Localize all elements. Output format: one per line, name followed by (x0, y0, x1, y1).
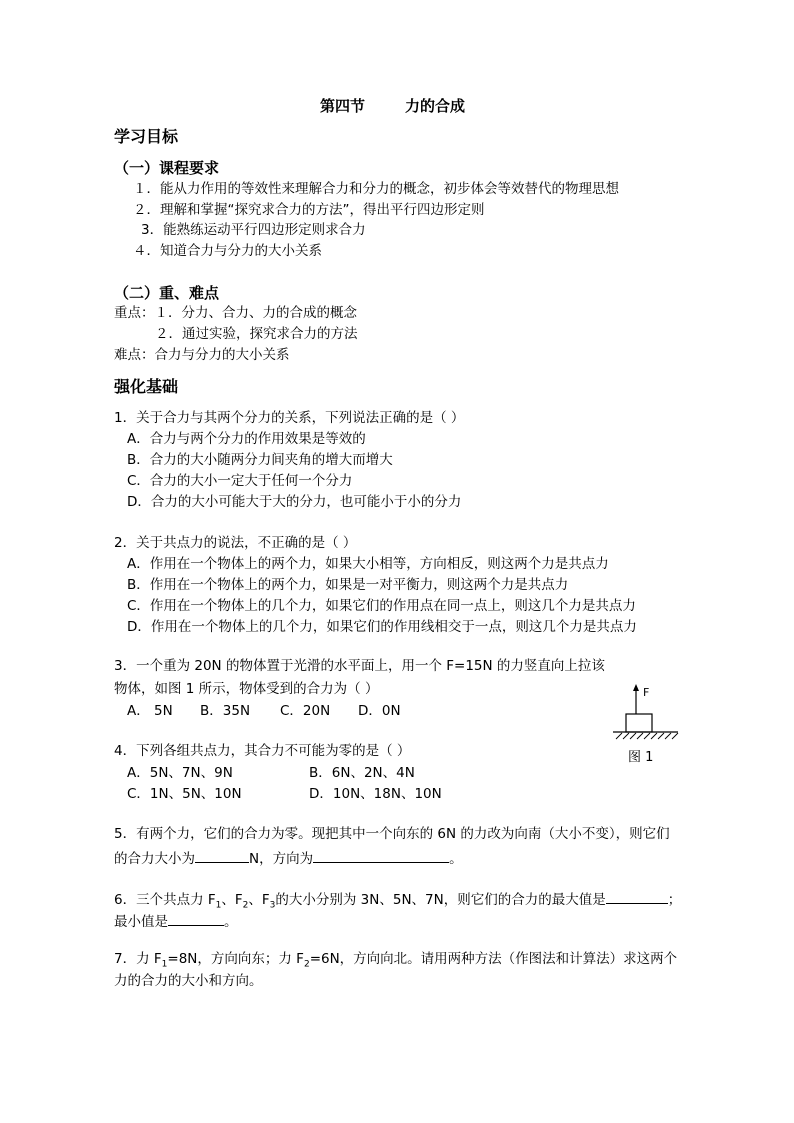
question-3-line-2: 物体，如图 1 所示，物体受到的合力为（ ） (114, 681, 379, 697)
question-3-line-1: 3．一个重为 20N 的物体置于光滑的水平面上，用一个 F=15N 的力竖直向上拉该 (114, 658, 605, 674)
question-2-option: D．作用在一个物体上的几个力，如果它们的作用线相交于一点，则这几个力是共点力 (127, 619, 637, 635)
requirement-item: ２．理解和掌握“探究求合力的方法”，得出平行四边形定则 (133, 202, 485, 218)
question-2-option: B．作用在一个物体上的两个力，如果是一对平衡力，则这两个力是共点力 (127, 577, 569, 593)
question-4-option-c: C．1N、5N、10N (127, 786, 242, 802)
question-3-option-a: A． 5N (127, 703, 173, 719)
requirement-item: １．能从力作用的等效性来理解合力和分力的概念，初步体会等效替代的物理思想 (133, 181, 619, 197)
heading-learning-goals: 学习目标 (114, 127, 179, 146)
page-title (320, 99, 465, 114)
answer-blank[interactable] (606, 891, 668, 904)
key-point-1: 重点：１．分力、合力、力的合成的概念 (114, 305, 357, 321)
question-3-option-d: D．0N (358, 703, 401, 719)
question-2-stem: 2．关于共点力的说法，不正确的是（ ） (114, 535, 357, 551)
question-5-line-2: 的合力大小为 N，方向为 。 (114, 851, 463, 867)
force-label: F (643, 686, 650, 699)
heading-key-difficult-points: （二）重、难点 (114, 284, 220, 302)
requirement-item: 3．能熟练运动平行四边形定则求合力 (141, 222, 366, 238)
question-1-stem: 1．关于合力与其两个分力的关系，下列说法正确的是（ ） (114, 410, 465, 426)
requirement-item: ４．知道合力与分力的大小关系 (133, 243, 322, 259)
question-2-option: C．作用在一个物体上的几个力，如果它们的作用点在同一点上，则这几个力是共点力 (127, 598, 636, 614)
question-1-option: C．合力的大小一定大于任何一个分力 (127, 473, 353, 489)
question-7-line-2: 力的合力的大小和方向。 (114, 973, 263, 989)
question-4-option-a: A．5N、7N、9N (127, 765, 233, 781)
block-shape (626, 714, 652, 732)
question-6-line-1: 6．三个共点力 $F_1$、$F_2$、$F_3$的大小分别为 3N、5N、7N，则它们的合力的最大值是 ； (114, 892, 682, 911)
question-1-option: B．合力的大小随两分力间夹角的增大而增大 (127, 452, 393, 468)
answer-blank[interactable] (168, 913, 224, 926)
question-6-line-2: 最小值是 。 (114, 914, 238, 930)
question-3-option-b: B．35N (200, 703, 251, 719)
key-point-label: 重点： (114, 305, 155, 321)
ground-hatching (616, 733, 678, 739)
question-5-line-1: 5．有两个力，它们的合力为零。现把其中一个向东的 6N 的力改为向南（大小不变），则它们 (114, 826, 670, 842)
heading-strengthen-basics: 强化基础 (114, 377, 179, 396)
heading-course-requirements: （一）课程要求 (114, 159, 220, 177)
question-2-option: A．作用在一个物体上的两个力，如果大小相等，方向相反，则这两个力是共点力 (127, 556, 609, 572)
question-1-option: A．合力与两个分力的作用效果是等效的 (127, 431, 366, 447)
question-4-stem: 4．下列各组共点力，其合力不可能为零的是（ ） (114, 743, 411, 759)
question-1-option: D．合力的大小可能大于大的分力，也可能小于小的分力 (127, 494, 462, 510)
question-3-option-c: C．20N (280, 703, 331, 719)
figure-1 (612, 684, 680, 766)
question-7-line-1: 7．力 $F_1=8N$，方向向东；力 $F_2=6N$，方向向北。请用两种方法（作图法和计算法）求这两个 (114, 951, 678, 970)
title-section-number: 第四节 (320, 97, 366, 115)
answer-blank[interactable] (195, 850, 249, 863)
answer-blank[interactable] (313, 850, 449, 863)
figure-caption: 图 1 (628, 750, 654, 765)
question-4-option-d: D．10N、18N、10N (309, 786, 442, 802)
arrow-head-icon (633, 684, 639, 691)
title-topic: 力的合成 (405, 97, 466, 115)
question-4-option-b: B．6N、2N、4N (309, 765, 415, 781)
difficult-point: 难点：合力与分力的大小关系 (114, 347, 290, 363)
key-point-2: ２．通过实验，探究求合力的方法 (155, 326, 358, 342)
